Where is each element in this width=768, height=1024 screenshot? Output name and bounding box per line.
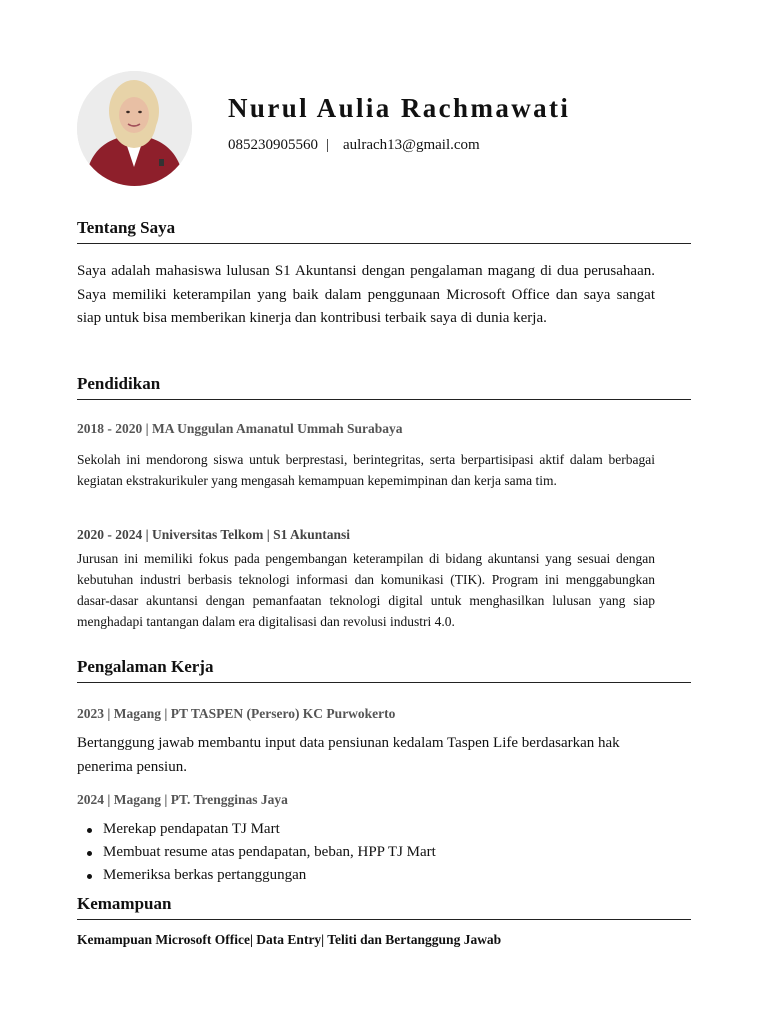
section-title-education: Pendidikan <box>77 374 161 393</box>
list-item-text: Membuat resume atas pendapatan, beban, HPP TJ Mart <box>103 844 436 860</box>
section-divider <box>77 919 691 920</box>
list-item-text: Merekap pendapatan TJ Mart <box>103 821 280 837</box>
email-address: aulrach13@gmail.com <box>343 137 480 153</box>
contact-separator: | <box>326 137 330 153</box>
about-text: Saya adalah mahasiswa lulusan S1 Akuntansi dengan pengalaman magang di dua perusahaan. Saya memiliki keterampilan yang baik dalam penggunaan Microsoft Office dan saya sangat siap untuk bisa memberikan kinerja dan kontribusi terbaik saya di dunia kerja. <box>77 263 655 326</box>
skills-text: Kemampuan Microsoft Office| Data Entry| Teliti dan Bertanggung Jawab <box>77 932 502 947</box>
section-divider <box>77 682 691 683</box>
section-title-about: Tentang Saya <box>77 218 176 237</box>
candidate-name: Nurul Aulia Rachmawati <box>228 93 571 123</box>
section-title-experience: Pengalaman Kerja <box>77 657 214 676</box>
list-item-text: Memeriksa berkas pertanggungan <box>103 867 307 883</box>
education-heading: 2020 - 2024 | Universitas Telkom | S1 Akuntansi <box>77 527 350 542</box>
experience-heading: 2024 | Magang | PT. Trengginas Jaya <box>77 792 288 807</box>
experience-description: Bertanggung jawab membantu input data pensiunan kedalam Taspen Life berdasarkan hak penerima pensiun. <box>77 735 620 775</box>
section-divider <box>77 399 691 400</box>
experience-task-list <box>77 818 436 887</box>
list-item <box>77 818 436 841</box>
section-title-skills: Kemampuan <box>77 894 172 913</box>
list-item <box>77 841 436 864</box>
profile-photo-illustration <box>77 71 192 186</box>
profile-photo <box>77 71 192 186</box>
education-heading: 2018 - 2020 | MA Unggulan Amanatul Ummah Surabaya <box>77 421 403 436</box>
bullet-icon <box>87 851 92 856</box>
education-description: Sekolah ini mendorong siswa untuk berprestasi, berintegritas, serta berpartisipasi aktif dalam berbagai kegiatan ekstrakurikuler yang mengasah kemampuan kepemimpinan dan kerja sama tim. <box>77 452 655 488</box>
bullet-icon <box>87 874 92 879</box>
contact-line <box>228 137 480 154</box>
phone-number: 085230905560 <box>228 137 318 153</box>
bullet-icon <box>87 828 92 833</box>
section-divider <box>77 243 691 244</box>
education-description: Jurusan ini memiliki fokus pada pengembangan keterampilan di bidang akuntansi yang sesuai dengan kebutuhan industri berbasis teknologi informasi dan komunikasi (TIK). Program ini menggabungkan dasar-dasar akuntansi dengan pemanfaatan teknologi digital untuk menghasilkan lulusan yang siap menghadapi tantangan dalam era digitalisasi dan revolusi industri 4.0. <box>77 551 655 629</box>
experience-heading: 2023 | Magang | PT TASPEN (Persero) KC Purwokerto <box>77 706 396 721</box>
list-item <box>77 864 436 887</box>
